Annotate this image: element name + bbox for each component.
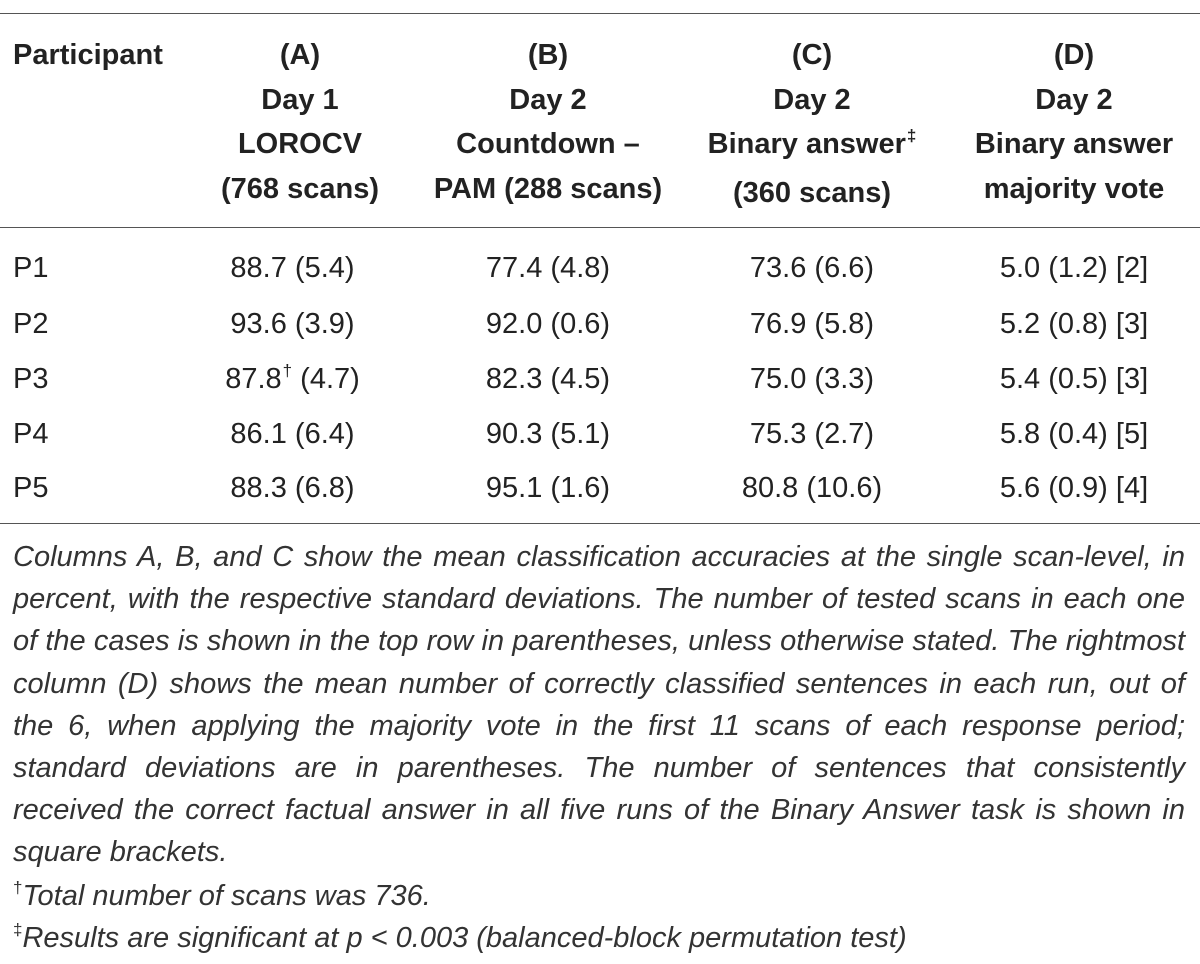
cell-participant: P2: [13, 308, 49, 340]
cell-col-c: 75.0 (3.3): [749, 363, 875, 395]
header-col-b: [418, 33, 678, 211]
header-col-d: [944, 33, 1200, 211]
footnote-dagger-text: Total number of scans was 736.: [22, 880, 431, 912]
header-col-d-line: Binary answer: [974, 128, 1174, 160]
header-col-d-line: (D): [1053, 39, 1095, 71]
footnote-double-dagger-text: Results are significant at p < 0.003 (balanced-block permutation test): [22, 922, 907, 954]
header-col-d-line: majority vote: [983, 172, 1165, 205]
cell-col-b: 77.4 (4.8): [485, 252, 611, 284]
cell-col-d: 5.6 (0.9) [4]: [999, 472, 1149, 504]
cell-col-a-value: 88.3 (6.8): [230, 472, 355, 504]
cell-col-d: 5.0 (1.2) [2]: [999, 252, 1149, 284]
cell-col-d: 5.2 (0.8) [3]: [999, 308, 1149, 340]
cell-col-a: [150, 412, 435, 457]
cell-col-c: 76.9 (5.8): [749, 308, 875, 340]
table-row: [0, 357, 1200, 402]
header-col-c-text: Binary answer: [707, 128, 906, 160]
header-col-c-line: (C): [791, 39, 833, 71]
table-row: [0, 246, 1200, 291]
header-col-a-line: (A): [279, 39, 321, 71]
cell-col-a-value: 86.1 (6.4): [230, 418, 355, 450]
footnote-double-dagger: [13, 917, 907, 963]
footnote-dagger-mark: †: [13, 878, 23, 897]
table-top-rule: [0, 13, 1200, 14]
cell-participant: P1: [13, 252, 49, 284]
cell-col-b: 82.3 (4.5): [485, 363, 611, 395]
table-bottom-rule: [0, 523, 1200, 524]
cell-col-a: [150, 246, 435, 291]
cell-col-a: [150, 302, 435, 347]
cell-col-a-value: 87.8: [225, 363, 282, 395]
cell-participant: P4: [13, 418, 49, 450]
table-row: [0, 466, 1200, 511]
cell-participant: P5: [13, 472, 49, 504]
header-col-a-line: Day 1: [261, 83, 339, 116]
footnote-double-dagger-mark: ‡: [13, 920, 23, 939]
header-col-c-line: Day 2: [773, 83, 851, 116]
header-col-c: [682, 33, 942, 215]
cell-col-d: 5.4 (0.5) [3]: [999, 363, 1149, 395]
header-col-c-line: (360 scans): [733, 176, 891, 209]
cell-col-c: 73.6 (6.6): [749, 252, 875, 284]
table-caption: Columns A, B, and C show the mean classification accuracies at the single scan-level, in percent, with the respective standard deviations. The number of tested scans in each one of the cases is shown in the top row in parentheses, unless otherwise stated. The rightmost column (D) shows the mean number of correctly classified sentences in each run, out of the 6, when applying the majority vote in the first 11 scans of each response period; standard deviations are in parentheses. The number of sentences that consistently received the correct factual answer in all five runs of the Binary Answer task is shown in square brackets.: [13, 541, 1185, 869]
footnote-dagger: [13, 875, 431, 921]
header-participant: [13, 33, 163, 78]
header-col-a-line: (768 scans): [221, 172, 379, 205]
table-header-rule: [0, 227, 1200, 228]
table-row: [0, 412, 1200, 457]
header-col-b-line: Day 2: [509, 83, 587, 116]
header-col-b-line: Countdown –: [456, 128, 640, 160]
cell-col-c: 75.3 (2.7): [749, 418, 875, 450]
dagger-mark: †: [282, 361, 293, 380]
table-row: [0, 302, 1200, 347]
cell-col-d: 5.8 (0.4) [5]: [999, 418, 1149, 450]
cell-col-a-sd: (4.7): [292, 363, 360, 395]
double-dagger-mark: ‡: [906, 126, 917, 145]
cell-col-b: 90.3 (5.1): [485, 418, 611, 450]
header-col-a-line: LOROCV: [237, 128, 363, 160]
header-col-d-line: Day 2: [1035, 83, 1113, 116]
cell-col-a-value: 88.7 (5.4): [230, 252, 355, 284]
header-col-b-line: (B): [527, 39, 569, 71]
cell-col-c: 80.8 (10.6): [741, 472, 883, 504]
cell-col-b: 92.0 (0.6): [485, 308, 611, 340]
header-col-c-line-with-mark: [682, 122, 942, 171]
header-col-b-line: PAM (288 scans): [433, 172, 663, 205]
cell-col-b: 95.1 (1.6): [485, 472, 611, 504]
header-col-a: [170, 33, 430, 211]
cell-participant: P3: [13, 363, 49, 395]
cell-col-a-value: 93.6 (3.9): [230, 308, 355, 340]
header-participant-label: Participant: [13, 39, 163, 71]
cell-col-a: [150, 466, 435, 511]
cell-col-a: [150, 357, 435, 405]
